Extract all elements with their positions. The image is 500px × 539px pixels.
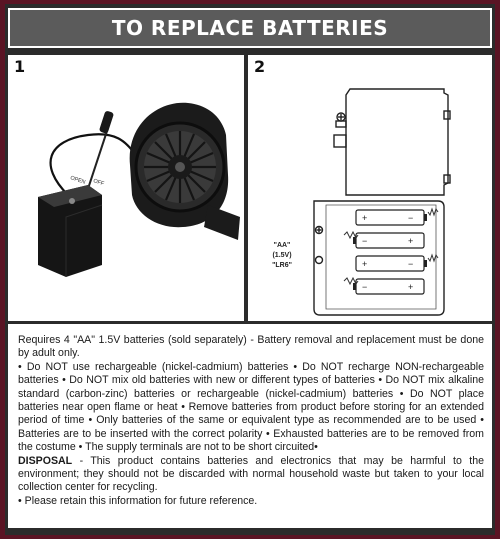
power-cord [51,134,136,195]
svg-text:+: + [362,259,368,269]
blower-fan-icon [130,103,240,240]
battery-box-icon [38,185,102,277]
svg-text:−: − [408,259,414,269]
blower-fan-illustration [8,55,244,321]
instructions-text [8,324,492,528]
disposal-text: - This product contains batteries and electronics that may be harmful to the environment; they should not be discarded with normal household waste but taken to your local collection center for recycling. [18,454,484,494]
step-1-number: 1 [14,57,26,76]
battery-type-label-lr6: "LR6" [272,262,292,269]
svg-text:+: + [408,282,414,292]
battery-type-label-aa: "AA" [273,242,291,249]
step-1-panel [8,55,244,321]
battery-cell-3 [356,256,427,271]
battery-cell-1 [356,210,427,225]
battery-cell-4 [353,279,424,294]
battery-compartment-diagram [248,55,492,321]
step-2-number: 2 [254,57,266,76]
switch-open-label: OPEN [69,175,87,186]
disposal-heading: DISPOSAL [18,454,73,467]
page-title: TO REPLACE BATTERIES [8,8,492,48]
svg-text:+: + [408,236,414,246]
battery-cell-2 [353,233,424,248]
svg-text:+: + [362,213,368,223]
disposal-paragraph [18,455,484,495]
svg-text:−: − [408,213,414,223]
switch-off-label: OFF [92,178,105,188]
svg-text:−: − [362,236,368,246]
step-2-panel [248,55,492,321]
battery-type-label-voltage: (1.5V) [272,252,292,259]
battery-requirement: Requires 4 "AA" 1.5V batteries (sold separately) - Battery removal and replacement must be done by adult only. [18,334,484,360]
retain-note: • Please retain this information for future reference. [18,494,258,507]
battery-warnings: • Do NOT use rechargeable (nickel-cadmium) batteries • Do NOT recharge NON-rechargeable batteries • Do NOT mix old batteries with new or different types of batteries • Do NOT mix alkaline standard (carbon-zinc) batteries or rechargeable (nickel-cadmium) batteries • Do NOT place batteries near open flame or heat • Remove batteries from product before storing for an extended period of time • Only batteries of the same or equivalent type as recommended are to be used • Batteries are to be inserted with the correct polarity • Exhausted batteries are to be removed from the costume • The supply terminals are not to be short circuited• [18,360,484,454]
battery-cover-icon [334,89,450,195]
svg-text:−: − [362,282,368,292]
